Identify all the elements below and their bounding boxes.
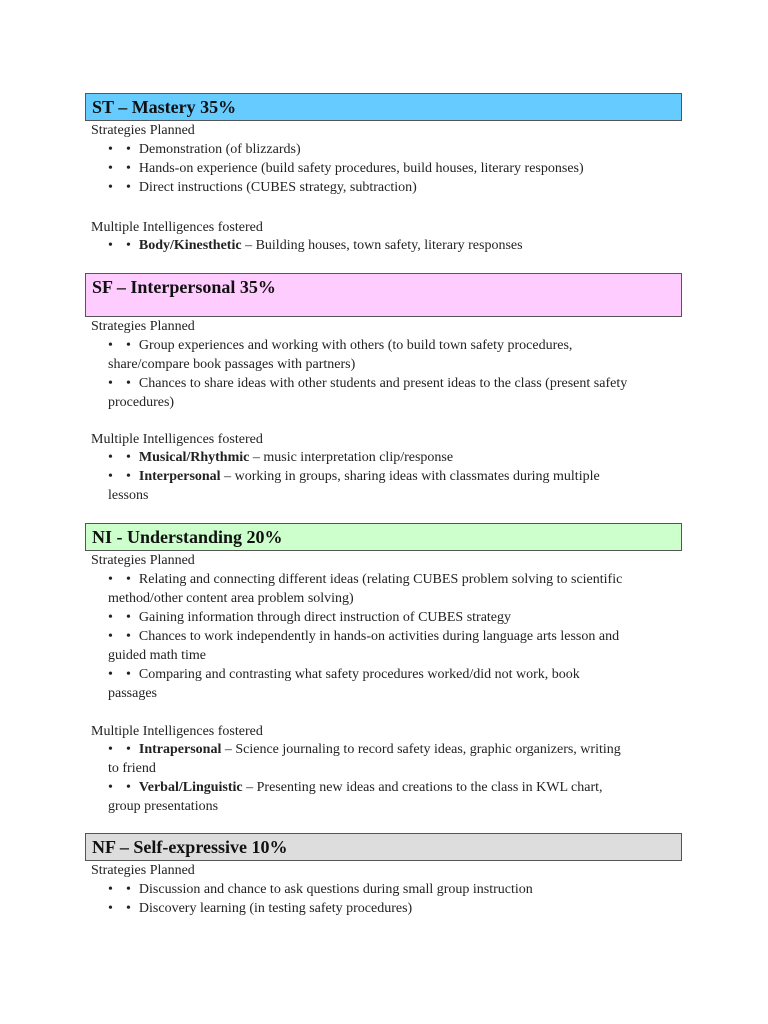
strategies-list [108,880,668,918]
mi-label: Multiple Intelligences fostered [91,724,263,739]
list-item: • • Relating and connecting different ideas (relating CUBES problem solving to scientific method/other content area problem solving) [108,572,623,606]
mi-label: Multiple Intelligences fostered [91,432,263,447]
strategies-list [108,336,668,412]
list-item: • • Group experiences and working with others (to build town safety procedures, share/compare book passages with partners) [108,338,573,372]
strategies-label: Strategies Planned [91,319,195,334]
strategies-label: Strategies Planned [91,553,195,568]
list-item: • • Interpersonal – working in groups, sharing ideas with classmates during multiple lessons [108,469,600,503]
list-item: • • Gaining information through direct instruction of CUBES strategy [108,610,512,625]
strategies-list [108,140,668,197]
list-item: • • Chances to work independently in hands-on activities during language arts lesson and guided math time [108,629,620,663]
section-header-sf: SF – Interpersonal 35% [85,273,682,317]
list-item: • • Musical/Rhythmic – music interpretation clip/response [108,450,454,465]
intelligences-list [108,740,668,816]
list-item: • • Discussion and chance to ask questions during small group instruction [108,882,533,897]
strategies-label: Strategies Planned [91,123,195,138]
list-item: • • Discovery learning (in testing safety procedures) [108,901,413,916]
strategies-list [108,570,668,703]
section-header-nf: NF – Self-expressive 10% [85,833,682,861]
list-item: • • Body/Kinesthetic – Building houses, town safety, literary responses [108,238,523,253]
mi-label: Multiple Intelligences fostered [91,220,263,235]
section-header-ni: NI - Understanding 20% [85,523,682,551]
list-item: • • Demonstration (of blizzards) [108,142,301,157]
intelligences-list [108,236,668,255]
list-item: • • Chances to share ideas with other students and present ideas to the class (present safety procedures) [108,376,628,410]
list-item: • • Verbal/Linguistic – Presenting new ideas and creations to the class in KWL chart, group presentations [108,780,603,814]
list-item: • • Direct instructions (CUBES strategy, subtraction) [108,180,417,195]
strategies-label: Strategies Planned [91,863,195,878]
list-item: • • Hands-on experience (build safety procedures, build houses, literary responses) [108,161,584,176]
intelligences-list [108,448,668,505]
list-item: • • Comparing and contrasting what safety procedures worked/did not work, book passages [108,667,580,701]
section-header-st: ST – Mastery 35% [85,93,682,121]
list-item: • • Intrapersonal – Science journaling to record safety ideas, graphic organizers, writing to friend [108,742,621,776]
